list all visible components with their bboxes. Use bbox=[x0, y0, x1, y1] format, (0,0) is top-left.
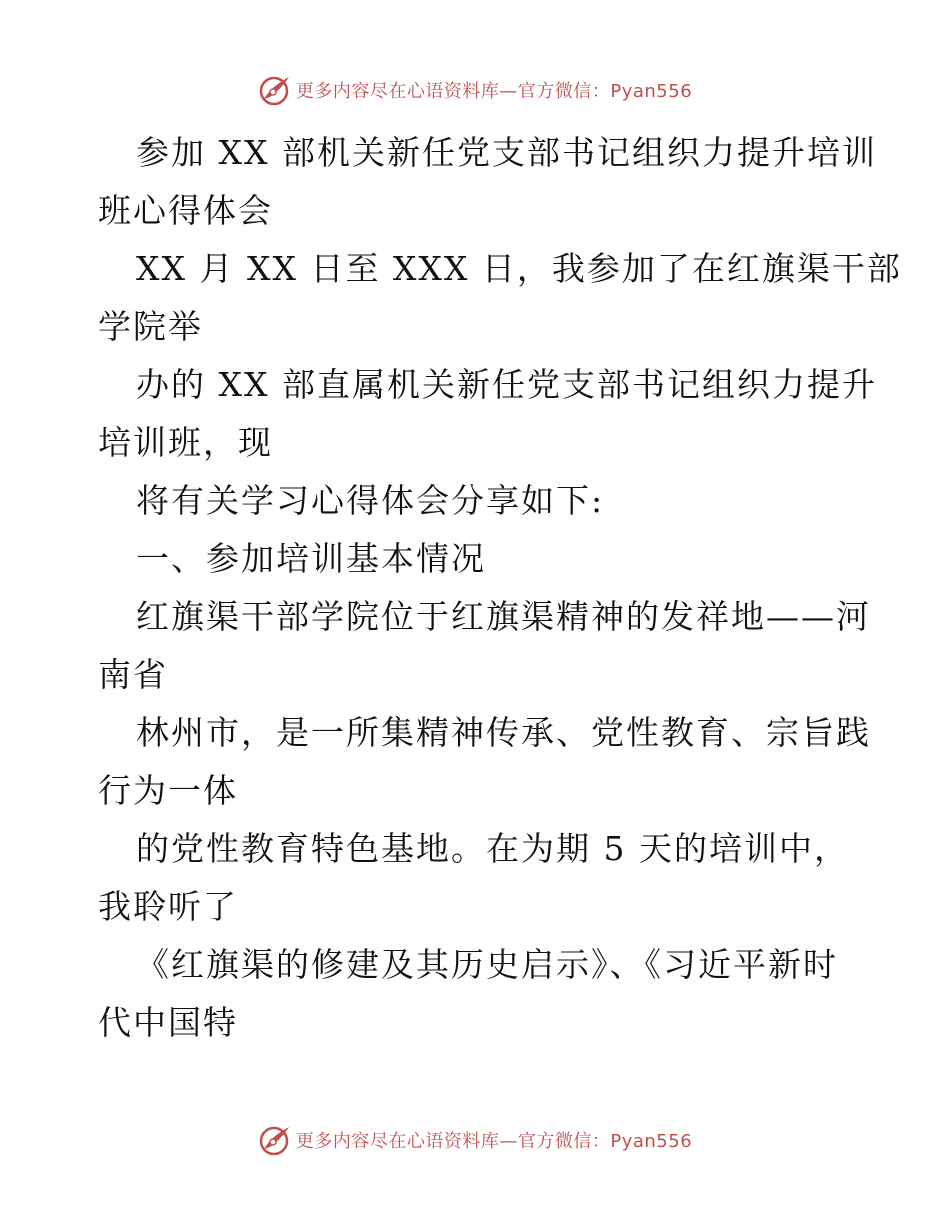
document-body bbox=[98, 124, 902, 1052]
title-line-2: 班心得体会 bbox=[98, 191, 273, 230]
header-banner bbox=[0, 70, 950, 110]
paragraph-line: 的党性教育特色基地。在为期 5 天的培训中， bbox=[136, 829, 849, 868]
pen-logo-icon bbox=[258, 1123, 292, 1157]
header-banner-text: 更多内容尽在心语资料库—官方微信：Pyan556 bbox=[295, 81, 693, 102]
title-line-1: 参加 XX 部机关新任党支部书记组织力提升培训 bbox=[136, 133, 877, 172]
paragraph-line: 林州市，是一所集精神传承、党性教育、宗旨践 bbox=[136, 713, 871, 752]
paragraph-line: 红旗渠干部学院位于红旗渠精神的发祥地——河 bbox=[136, 597, 871, 636]
paragraph-line: 学院举 bbox=[98, 307, 203, 346]
paragraph-line: 行为一体 bbox=[98, 771, 238, 810]
paragraph-line: XX 月 XX 日至 XXX 日，我参加了在红旗渠干部 bbox=[136, 249, 902, 288]
footer-banner-text: 更多内容尽在心语资料库—官方微信：Pyan556 bbox=[295, 1131, 693, 1152]
paragraph-line: 代中国特 bbox=[98, 1003, 238, 1042]
paragraph-line: 我聆听了 bbox=[98, 887, 238, 926]
paragraph-line: 培训班，现 bbox=[98, 423, 273, 462]
paragraph-line: 南省 bbox=[98, 655, 168, 694]
footer-banner bbox=[0, 1120, 950, 1160]
paragraph-line: 将有关学习心得体会分享如下: bbox=[136, 481, 605, 520]
section-heading: 一、参加培训基本情况 bbox=[136, 539, 486, 578]
paragraph-line: 《红旗渠的修建及其历史启示》、《习近平新时 bbox=[136, 945, 838, 984]
pen-logo-icon bbox=[258, 73, 292, 107]
paragraph-line: 办的 XX 部直属机关新任党支部书记组织力提升 bbox=[136, 365, 877, 404]
